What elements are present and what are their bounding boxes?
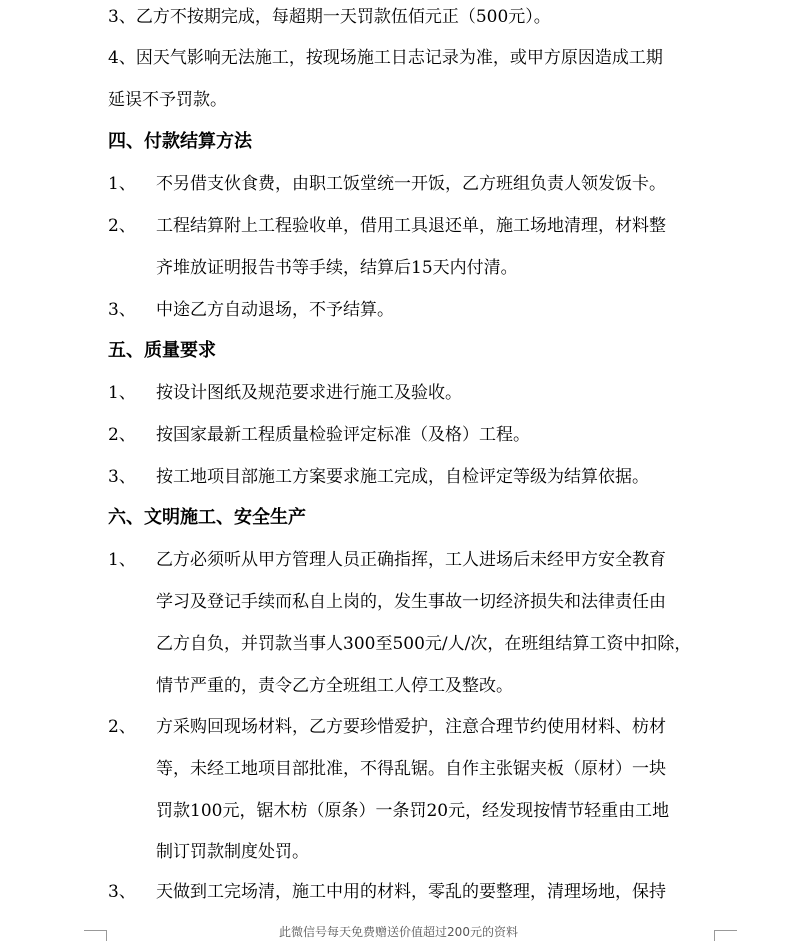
item-number: 3、 [108, 467, 136, 487]
penalty-item-3-text: 3、乙方不按期完成，每超期一天罚款伍佰元正（500元）。 [108, 7, 551, 27]
item-number: 2、 [108, 216, 136, 236]
section-heading-safety-text: 六、文明施工、安全生产 [108, 507, 306, 528]
item-number: 2、 [108, 717, 136, 737]
penalty-item-4-line-2: 延误不予罚款。 [108, 90, 227, 110]
item-text: 按国家最新工程质量检验评定标准（及格）工程。 [156, 425, 530, 445]
item-text: 天做到工完场清，施工中用的材料，零乱的要整理，清理场地，保持 [156, 882, 666, 902]
item-text: 学习及登记手续而私自上岗的，发生事故一切经济损失和法律责任由 [156, 592, 666, 612]
item-text: 制订罚款制度处罚。 [156, 842, 309, 862]
item-text: 齐堆放证明报告书等手续，结算后15天内付清。 [156, 258, 518, 278]
item-text: 按工地项目部施工方案要求施工完成，自检评定等级为结算依据。 [156, 467, 649, 487]
page-footer: 此微信号每天免费赠送价值超过200元的资料 [279, 925, 518, 939]
item-text: 情节严重的，责令乙方全班组工人停工及整改。 [156, 676, 513, 696]
item-number: 3、 [108, 882, 136, 902]
item-text: 工程结算附上工程验收单，借用工具退还单，施工场地清理，材料整 [156, 216, 666, 236]
item-number: 1、 [108, 174, 136, 194]
item-number: 1、 [108, 383, 136, 403]
item-text: 等，未经工地项目部批准，不得乱锯。自作主张锯夹板（原材）一块 [156, 759, 666, 779]
section-heading-quality-text: 五、质量要求 [108, 340, 216, 361]
item-number: 1、 [108, 550, 136, 570]
section-heading-payment-text: 四、付款结算方法 [108, 131, 252, 152]
item-text: 中途乙方自动退场，不予结算。 [156, 300, 394, 320]
item-text: 按设计图纸及规范要求进行施工及验收。 [156, 383, 462, 403]
item-number: 3、 [108, 300, 136, 320]
penalty-item-4-line-1: 4、因天气影响无法施工，按现场施工日志记录为准，或甲方原因造成工期 [108, 48, 663, 68]
item-text: 不另借支伙食费，由职工饭堂统一开饭，乙方班组负责人领发饭卡。 [156, 174, 666, 194]
item-text: 方采购回现场材料，乙方要珍惜爱护，注意合理节约使用材料、枋材 [156, 717, 666, 737]
item-text: 乙方必须听从甲方管理人员正确指挥，工人进场后未经甲方安全教育 [156, 550, 666, 570]
item-text: 罚款100元，锯木枋（原条）一条罚20元，经发现按情节轻重由工地 [156, 801, 670, 821]
item-number: 2、 [108, 425, 136, 445]
item-text: 乙方自负，并罚款当事人300至500元/人/次，在班组结算工资中扣除， [156, 634, 692, 654]
